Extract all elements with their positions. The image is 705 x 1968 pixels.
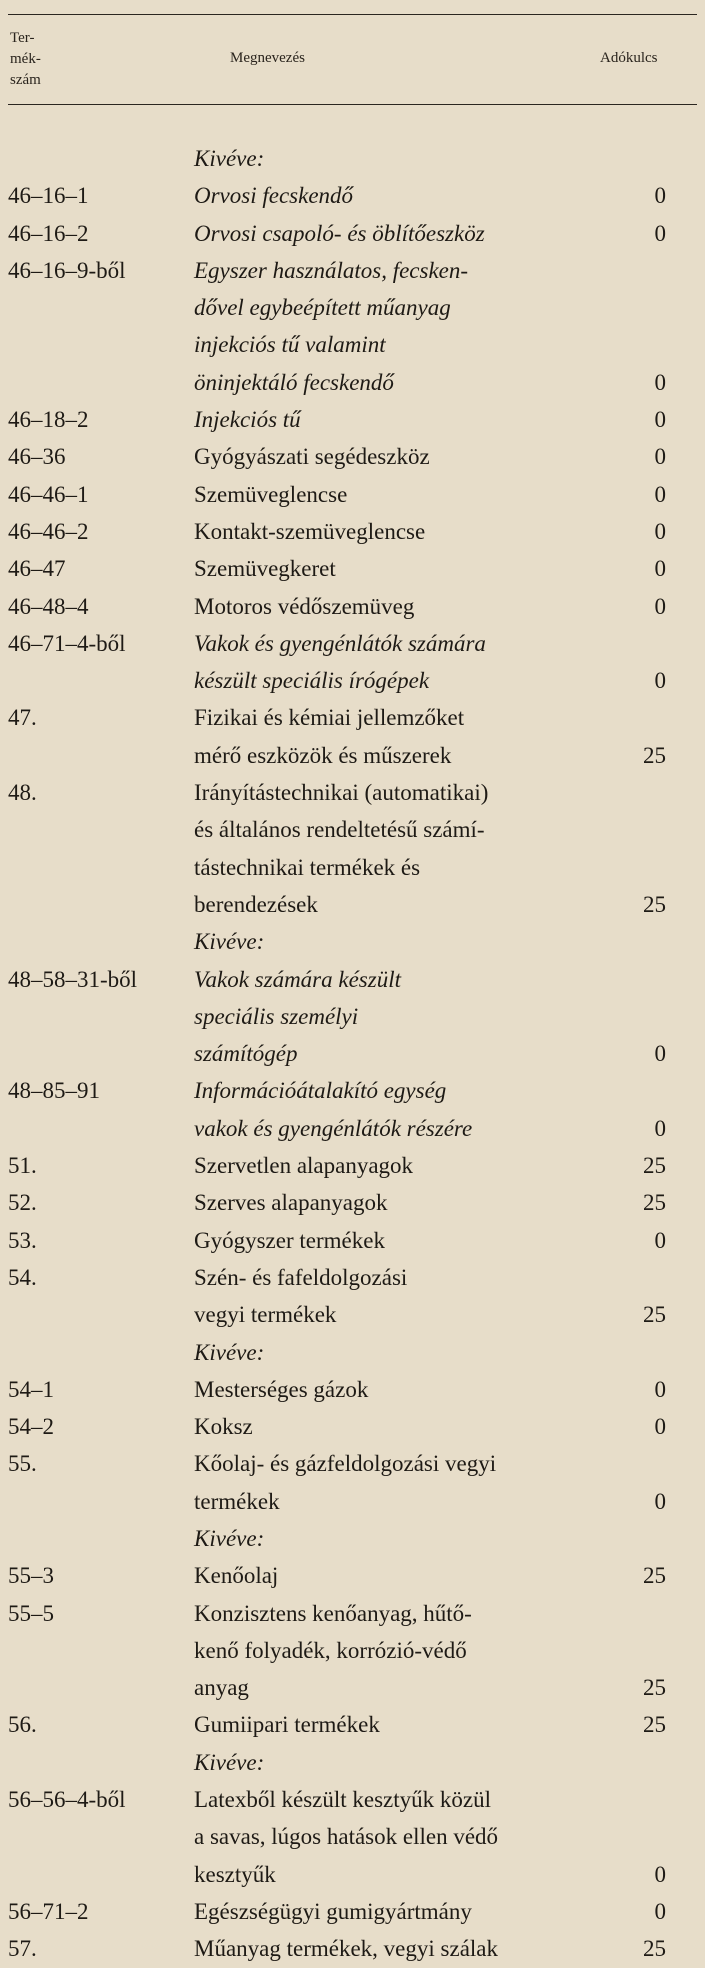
product-name: Egészségügyi gumigyártmány [194, 1898, 472, 1924]
table-row [0, 1035, 705, 1072]
header-name-column: Megnevezés [230, 50, 305, 66]
product-name: Vakok számára készült [194, 966, 401, 992]
table-row [0, 1818, 705, 1855]
tax-rate: 0 [654, 1041, 666, 1067]
product-name: Információátalakító egység [194, 1078, 447, 1104]
tax-rate: 25 [643, 1712, 666, 1738]
table-row [0, 1520, 705, 1557]
product-code: 54–2 [8, 1414, 54, 1440]
tax-rate: 0 [654, 220, 666, 246]
tax-rate: 25 [643, 1302, 666, 1328]
product-code: 55–3 [8, 1563, 54, 1589]
product-name: Kivéve: [194, 1339, 265, 1365]
tax-rate: 0 [654, 1376, 666, 1402]
product-code: 46–18–2 [8, 407, 89, 433]
product-code: 51. [8, 1153, 37, 1179]
tax-rate: 0 [654, 1861, 666, 1887]
product-name: termékek [194, 1488, 280, 1514]
table-row [0, 1110, 705, 1147]
table-row [0, 513, 705, 550]
product-code: 46–16–2 [8, 220, 89, 246]
product-name: Motoros védőszemüveg [194, 593, 415, 619]
header-rate-column: Adókulcs [600, 50, 658, 66]
product-name: Szervetlen alapanyagok [194, 1153, 414, 1179]
table-row [0, 1072, 705, 1109]
product-name: Kivéve: [194, 1525, 265, 1551]
header-code-line: mék- [10, 51, 41, 67]
product-code: 56–56–4-ből [8, 1787, 126, 1813]
product-name: Kőolaj- és gázfeldolgozási vegyi [194, 1451, 497, 1477]
product-code: 48–58–31-ből [8, 966, 138, 992]
table-row [0, 177, 705, 214]
product-code: 57. [8, 1936, 37, 1962]
product-name: Fizikai és kémiai jellemzőket [194, 705, 465, 731]
table-row [0, 1632, 705, 1669]
table-row [0, 289, 705, 326]
product-name: kenő folyadék, korrózió-védő [194, 1637, 467, 1663]
product-name: injekciós tű valamint [194, 332, 386, 358]
table-row [0, 1744, 705, 1781]
tax-rate: 0 [654, 1414, 666, 1440]
product-name: Szén- és fafeldolgozási [194, 1264, 408, 1290]
table-row [0, 1296, 705, 1333]
table-row [0, 364, 705, 401]
product-name: Kenőolaj [194, 1563, 279, 1589]
table-row [0, 1334, 705, 1371]
product-name: Orvosi fecskendő [194, 183, 354, 209]
table-row [0, 1222, 705, 1259]
product-code: 54. [8, 1264, 37, 1290]
table-row [0, 401, 705, 438]
table-row [0, 1259, 705, 1296]
tax-rate: 0 [654, 556, 666, 582]
product-name: Koksz [194, 1414, 253, 1440]
table-row [0, 1147, 705, 1184]
header-code-column [10, 28, 90, 91]
product-code: 54–1 [8, 1376, 54, 1402]
tax-rate: 0 [654, 1115, 666, 1141]
table-row [0, 849, 705, 886]
table-body [0, 140, 705, 1968]
product-name: készült speciális írógépek [194, 668, 430, 694]
tax-rate: 0 [654, 1488, 666, 1514]
product-code: 46–46–1 [8, 481, 89, 507]
product-name: Szemüvegkeret [194, 556, 336, 582]
table-header [0, 16, 705, 104]
table-row [0, 1595, 705, 1632]
table-row [0, 215, 705, 252]
tax-rate: 25 [643, 1563, 666, 1589]
product-code: 56. [8, 1712, 37, 1738]
product-code: 46–16–9-ből [8, 257, 126, 283]
product-name: mérő eszközök és műszerek [194, 742, 452, 768]
table-row [0, 1706, 705, 1743]
table-row [0, 1781, 705, 1818]
header-code-line: szám [10, 72, 41, 88]
tax-rate: 0 [654, 668, 666, 694]
product-code: 53. [8, 1227, 37, 1253]
product-code: 46–36 [8, 444, 66, 470]
product-code: 46–71–4-ből [8, 630, 126, 656]
product-code: 46–16–1 [8, 183, 89, 209]
tax-rate: 25 [643, 891, 666, 917]
product-name: Latexből készült kesztyűk közül [194, 1787, 492, 1813]
table-row [0, 662, 705, 699]
table-row [0, 923, 705, 960]
table-row [0, 1371, 705, 1408]
table-row [0, 1856, 705, 1893]
table-row [0, 998, 705, 1035]
table-row [0, 550, 705, 587]
product-name: Injekciós tű [194, 407, 301, 433]
product-name: Egyszer használatos, fecsken- [194, 257, 469, 283]
tax-rate: 0 [654, 369, 666, 395]
tax-rate: 0 [654, 1227, 666, 1253]
table-row [0, 774, 705, 811]
table-row [0, 438, 705, 475]
product-name: vegyi termékek [194, 1302, 337, 1328]
tax-rate: 0 [654, 518, 666, 544]
product-name: Gyógyászati segédeszköz [194, 444, 430, 470]
product-name: a savas, lúgos hatások ellen védő [194, 1824, 499, 1850]
product-name: Konzisztens kenőanyag, hűtő- [194, 1600, 472, 1626]
product-code: 46–46–2 [8, 518, 89, 544]
product-code: 46–47 [8, 556, 66, 582]
product-name: Műanyag termékek, vegyi szálak [194, 1936, 498, 1962]
product-name: Gumiipari termékek [194, 1712, 380, 1738]
product-code: 46–48–4 [8, 593, 89, 619]
product-name: Szerves alapanyagok [194, 1190, 388, 1216]
table-row [0, 737, 705, 774]
tax-rate: 25 [643, 1190, 666, 1216]
product-name: Kivéve: [194, 146, 265, 171]
product-name: Kivéve: [194, 929, 265, 955]
tax-rate: 25 [643, 1675, 666, 1701]
table-row [0, 811, 705, 848]
product-name: tástechnikai termékek és [194, 854, 421, 880]
product-name: Szemüveglencse [194, 481, 348, 507]
product-name: öninjektáló fecskendő [194, 369, 394, 395]
product-name: Mesterséges gázok [194, 1376, 369, 1402]
table-row [0, 1557, 705, 1594]
table-row [0, 1893, 705, 1930]
table-row [0, 588, 705, 625]
product-name: berendezések [194, 891, 318, 917]
product-name: Irányítástechnikai (automatikai) [194, 780, 489, 806]
header-code-line: Ter- [10, 30, 35, 46]
product-code: 48–85–91 [8, 1078, 100, 1104]
table-row [0, 1930, 705, 1967]
product-code: 52. [8, 1190, 37, 1216]
table-row [0, 476, 705, 513]
product-name: kesztyűk [194, 1861, 276, 1887]
tax-rate: 0 [654, 407, 666, 433]
product-name: Vakok és gyengénlátók számára [194, 630, 486, 656]
tax-rate: 25 [643, 1936, 666, 1962]
product-name: Kontakt-szemüveglencse [194, 518, 426, 544]
tax-rate: 25 [643, 742, 666, 768]
table-row [0, 140, 705, 177]
tax-rate: 0 [654, 444, 666, 470]
tax-rate: 0 [654, 1898, 666, 1924]
table-row [0, 961, 705, 998]
table-row [0, 699, 705, 736]
product-name: Orvosi csapoló- és öblítőeszköz [194, 220, 485, 246]
product-code: 55–5 [8, 1600, 54, 1626]
product-name: dővel egybeépített műanyag [194, 295, 451, 321]
table-row [0, 1483, 705, 1520]
tax-rate: 0 [654, 183, 666, 209]
table-row [0, 886, 705, 923]
product-name: Gyógyszer termékek [194, 1227, 385, 1253]
product-code: 55. [8, 1451, 37, 1477]
table-row [0, 625, 705, 662]
header-rule [8, 104, 697, 105]
product-name: vakok és gyengénlátók részére [194, 1115, 473, 1141]
tax-rate: 25 [643, 1153, 666, 1179]
top-rule [8, 14, 697, 15]
product-code: 47. [8, 705, 37, 731]
table-row [0, 1408, 705, 1445]
table-row [0, 1669, 705, 1706]
tax-rate: 0 [654, 593, 666, 619]
product-code: 56–71–2 [8, 1898, 89, 1924]
table-row [0, 1445, 705, 1482]
tax-rate: 0 [654, 481, 666, 507]
table-row [0, 252, 705, 289]
table-row [0, 1184, 705, 1221]
product-code: 48. [8, 780, 37, 806]
product-name: Kivéve: [194, 1749, 265, 1775]
product-name: számítógép [194, 1041, 298, 1067]
table-row [0, 326, 705, 363]
product-name: speciális személyi [194, 1003, 359, 1029]
product-name: anyag [194, 1675, 249, 1701]
product-name: és általános rendeltetésű számí- [194, 817, 485, 843]
